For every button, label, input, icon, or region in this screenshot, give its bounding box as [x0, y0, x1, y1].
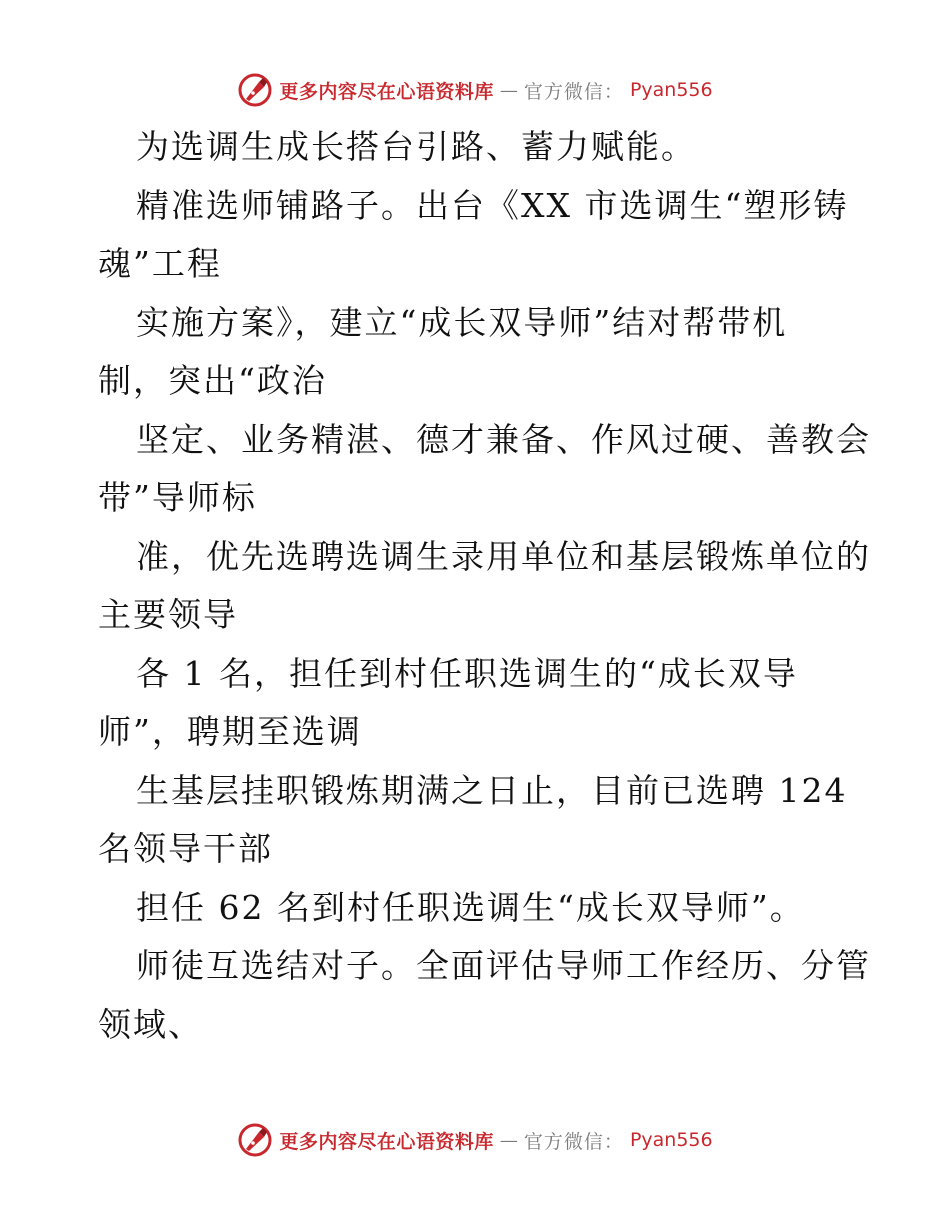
footer-brand-text: 更多内容尽在心语资料库: [279, 1130, 494, 1153]
footer-dash: —: [499, 1129, 518, 1151]
body-line: 各 1 名，担任到村任职选调生的“成长双导: [136, 653, 798, 693]
pen-nib-logo-icon: [237, 1122, 273, 1158]
body-line: 制，突出“政治: [98, 361, 327, 400]
body-line: 师”，聘期至选调: [98, 712, 362, 751]
body-line: 实施方案》，建立“成长双导师”结对帮带机: [136, 302, 788, 342]
body-line: 精准选师铺路子。出台《XX 市选调生“塑形铸: [136, 185, 849, 225]
footer-wechat-label: 官方微信：: [523, 1130, 624, 1153]
body-line: 生基层挂职锻炼期满之日止，目前已选聘 124: [136, 770, 848, 810]
body-line: 领域、: [98, 1004, 203, 1044]
body-line: 魂”工程: [98, 244, 222, 283]
header-brand-text: 更多内容尽在心语资料库: [279, 80, 494, 103]
body-line: 名领导干部: [98, 829, 273, 868]
body-line: 师徒互选结对子。全面评估导师工作经历、分管: [136, 946, 871, 985]
document-body: [98, 118, 878, 1054]
pen-nib-logo-icon: [237, 72, 273, 108]
body-line: 担任 62 名到村任职选调生“成长双导师”。: [136, 887, 805, 927]
footer-wechat-id: Pyan556: [629, 1129, 713, 1151]
header-wechat-id: Pyan556: [629, 79, 713, 101]
header-dash: —: [499, 79, 518, 101]
body-line: 主要领导: [98, 595, 238, 634]
body-line: 坚定、业务精湛、德才兼备、作风过硬、善教会: [136, 419, 871, 459]
header-wechat-label: 官方微信：: [523, 80, 624, 103]
body-line: 带”导师标: [98, 478, 257, 517]
body-line: 为选调生成长搭台引路、蓄力赋能。: [136, 127, 696, 166]
header-banner: [0, 68, 950, 112]
body-line: 准，优先选聘选调生录用单位和基层锻炼单位的: [136, 536, 871, 576]
footer-banner: [0, 1118, 950, 1162]
